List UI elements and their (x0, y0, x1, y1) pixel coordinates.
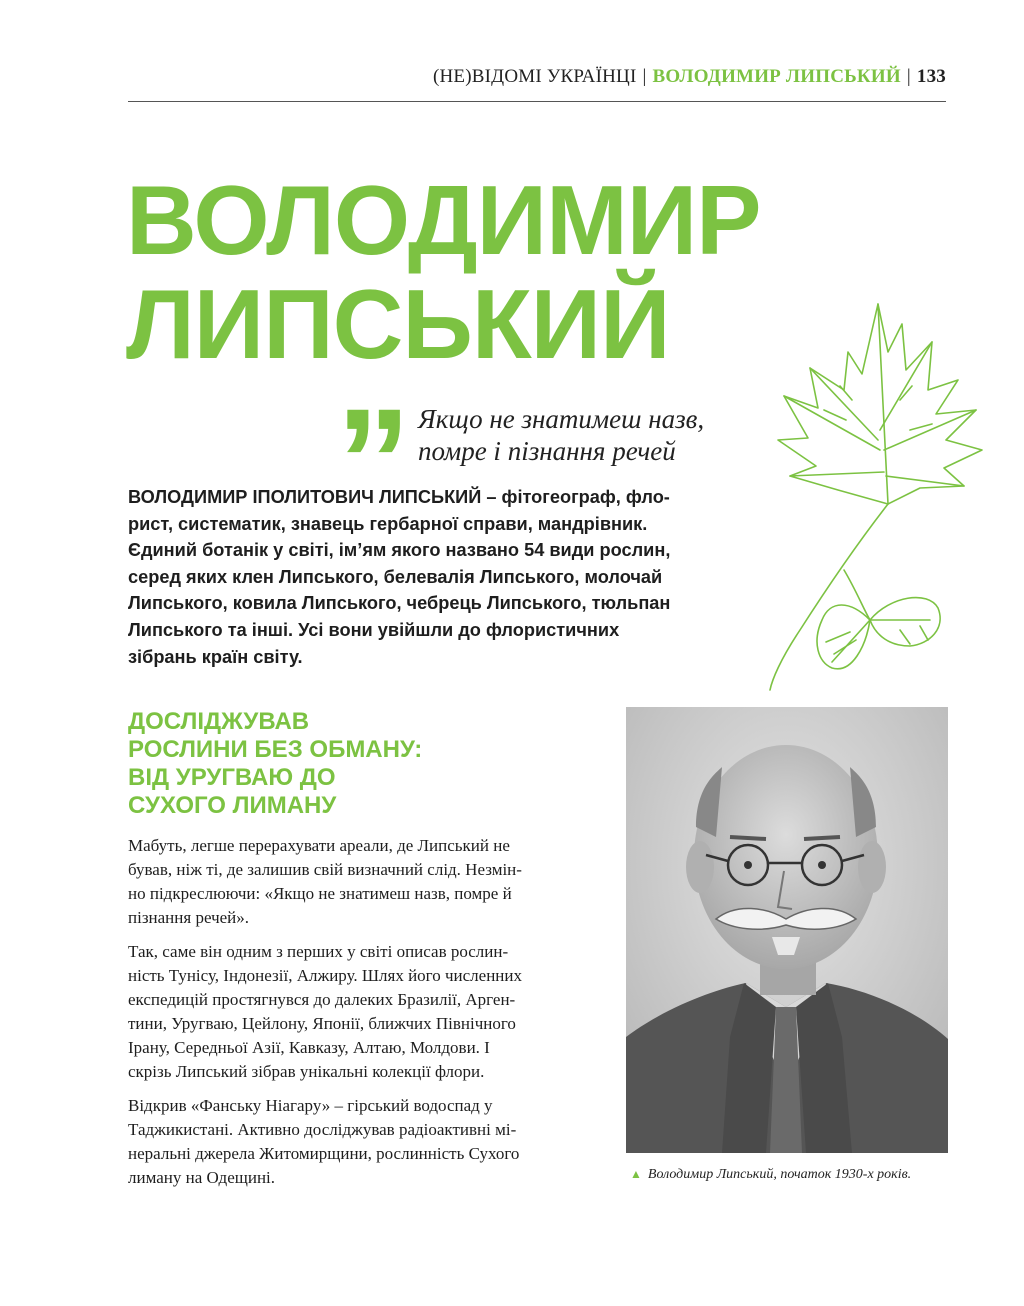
title-line-1: ВОЛОДИМИР (126, 165, 761, 275)
body-line: Ірану, Середньої Азії, Кавказу, Алтаю, Молдови. І (128, 1038, 490, 1057)
body-line: експедицій простягнувся до далеких Бразилії, Арген- (128, 990, 516, 1009)
intro-line: рист, систематик, знавець гербарної справи, мандрівник. (128, 513, 648, 534)
body-line: Так, саме він одним з перших у світі описав рослин- (128, 942, 509, 961)
section-heading-line: ДОСЛІДЖУВАВ (128, 708, 310, 735)
section-heading (128, 708, 528, 820)
quote-line-2: помре і пізнання речей (418, 436, 676, 466)
header-rule (128, 101, 946, 102)
body-line: но підкреслюючи: «Якщо не знатимеш назв, помре й (128, 884, 512, 903)
maple-leaf-illustration-icon (760, 290, 1000, 700)
section-heading-line: СУХОГО ЛИМАНУ (128, 792, 337, 819)
body-line: неральні джерела Житомирщини, рослинність Сухого (128, 1144, 520, 1163)
photo-caption (630, 1164, 960, 1185)
body-line: тини, Уругваю, Цейлону, Японії, ближчих Північного (128, 1014, 516, 1033)
page-number: 133 (916, 66, 946, 87)
page-title (126, 165, 761, 379)
quote-line-1: Якщо не знатимеш назв, (418, 404, 705, 434)
body-line: Відкрив «Фанську Ніагару» – гірський водоспад у (128, 1096, 493, 1115)
section-heading-line: РОСЛИНИ БЕЗ ОБМАНУ: (128, 736, 423, 763)
title-line-2: ЛИПСЬКИЙ (126, 269, 670, 379)
body-line: скрізь Липський зібрав унікальні колекції флори. (128, 1062, 485, 1081)
intro-line: Липського та інші. Усі вони увійшли до флористичних (128, 619, 620, 640)
body-paragraph-1 (128, 834, 573, 930)
header-separator: | (642, 66, 647, 87)
header-section: (НЕ)ВІДОМІ УКРАЇНЦІ (432, 66, 637, 87)
triangle-icon: ▲ (630, 1167, 642, 1181)
intro-paragraph (128, 484, 748, 670)
intro-line: зібрань країн світу. (128, 646, 303, 667)
body-text (128, 834, 573, 1200)
caption-text: Володимир Липський, початок 1930-х років. (647, 1167, 912, 1182)
portrait-photo (626, 707, 948, 1153)
header-separator-2: | (906, 66, 911, 87)
body-line: бував, ніж ті, де залишив свій визначний слід. Незмін- (128, 860, 522, 879)
body-paragraph-3 (128, 1094, 573, 1190)
quote-mark-icon: ” (336, 377, 411, 545)
section-heading-line: ВІД УРУГВАЮ ДО (128, 764, 336, 791)
body-line: Мабуть, легше перерахувати ареали, де Липський не (128, 836, 510, 855)
portrait-illustration (626, 707, 948, 1153)
body-paragraph-2 (128, 940, 573, 1084)
body-line: лиману на Одещині. (128, 1168, 276, 1187)
body-line: ність Тунісу, Індонезії, Алжиру. Шлях його численних (128, 966, 522, 985)
body-line: Таджикистані. Активно досліджував радіоактивні мі- (128, 1120, 517, 1139)
intro-line: Липського, ковила Липського, чебрець Липського, тюльпан (128, 593, 671, 614)
body-line: пізнання речей». (128, 908, 250, 927)
epigraph-quote (418, 403, 758, 467)
intro-line: Єдиний ботанік у світі, ім’ям якого названо 54 види рослин, (128, 540, 671, 561)
header-chapter: ВОЛОДИМИР ЛИПСЬКИЙ (652, 66, 901, 87)
intro-line: серед яких клен Липського, белевалія Липського, молочай (128, 566, 663, 587)
running-header (128, 66, 946, 88)
intro-line: ВОЛОДИМИР ІПОЛИТОВИЧ ЛИПСЬКИЙ – фітогеограф, фло- (128, 487, 670, 507)
